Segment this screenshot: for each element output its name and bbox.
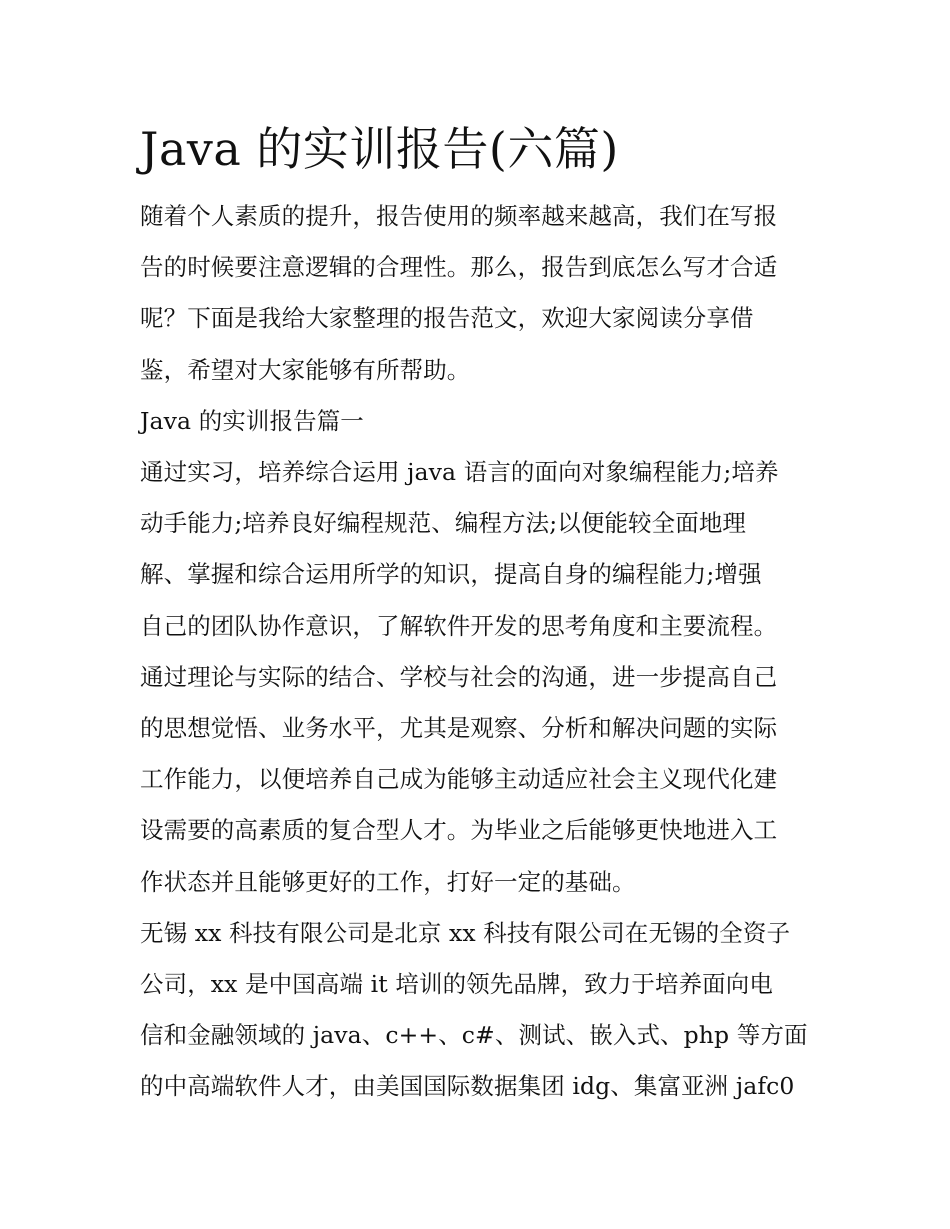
section-heading: Java 的实训报告篇一 bbox=[140, 406, 364, 435]
text-line: 告的时候要注意逻辑的合理性。那么，报告到底怎么写才合适 bbox=[140, 253, 778, 282]
text-line: 动手能力;培养良好编程规范、编程方法;以便能较全面地理 bbox=[140, 509, 747, 538]
document-content bbox=[140, 118, 820, 1113]
document-title: Java 的实训报告(六篇) bbox=[140, 122, 619, 176]
text-line: 的中高端软件人才，由美国国际数据集团 idg、集富亚洲 jafc0 bbox=[140, 1072, 795, 1101]
text-line: 无锡 xx 科技有限公司是北京 xx 科技有限公司在无锡的全资子 bbox=[140, 918, 791, 947]
text-line: 公司，xx 是中国高端 it 培训的领先品牌，致力于培养面向电 bbox=[140, 970, 773, 999]
text-line: 通过理论与实际的结合、学校与社会的沟通，进一步提高自己 bbox=[140, 662, 778, 691]
text-line: 鉴，希望对大家能够有所帮助。 bbox=[140, 355, 471, 384]
text-line: 作状态并且能够更好的工作，打好一定的基础。 bbox=[140, 867, 636, 896]
text-line: 解、掌握和综合运用所学的知识，提高自身的编程能力;增强 bbox=[140, 560, 762, 589]
text-line: 自己的团队协作意识，了解软件开发的思考角度和主要流程。 bbox=[140, 611, 778, 640]
text-line: 设需要的高素质的复合型人才。为毕业之后能够更快地进入工 bbox=[140, 816, 778, 845]
text-line: 呢？下面是我给大家整理的报告范文，欢迎大家阅读分享借 bbox=[140, 304, 754, 333]
text-line: 随着个人素质的提升，报告使用的频率越来越高，我们在写报 bbox=[140, 202, 778, 230]
text-line: 通过实习，培养综合运用 java 语言的面向对象编程能力;培养 bbox=[140, 458, 779, 487]
document-body bbox=[140, 191, 820, 1113]
text-line: 信和金融领域的 java、c++、c#、测试、嵌入式、php 等方面 bbox=[140, 1021, 808, 1050]
text-line: 工作能力，以便培养自己成为能够主动适应社会主义现代化建 bbox=[140, 765, 778, 794]
text-line: 的思想觉悟、业务水平，尤其是观察、分析和解决问题的实际 bbox=[140, 714, 778, 743]
